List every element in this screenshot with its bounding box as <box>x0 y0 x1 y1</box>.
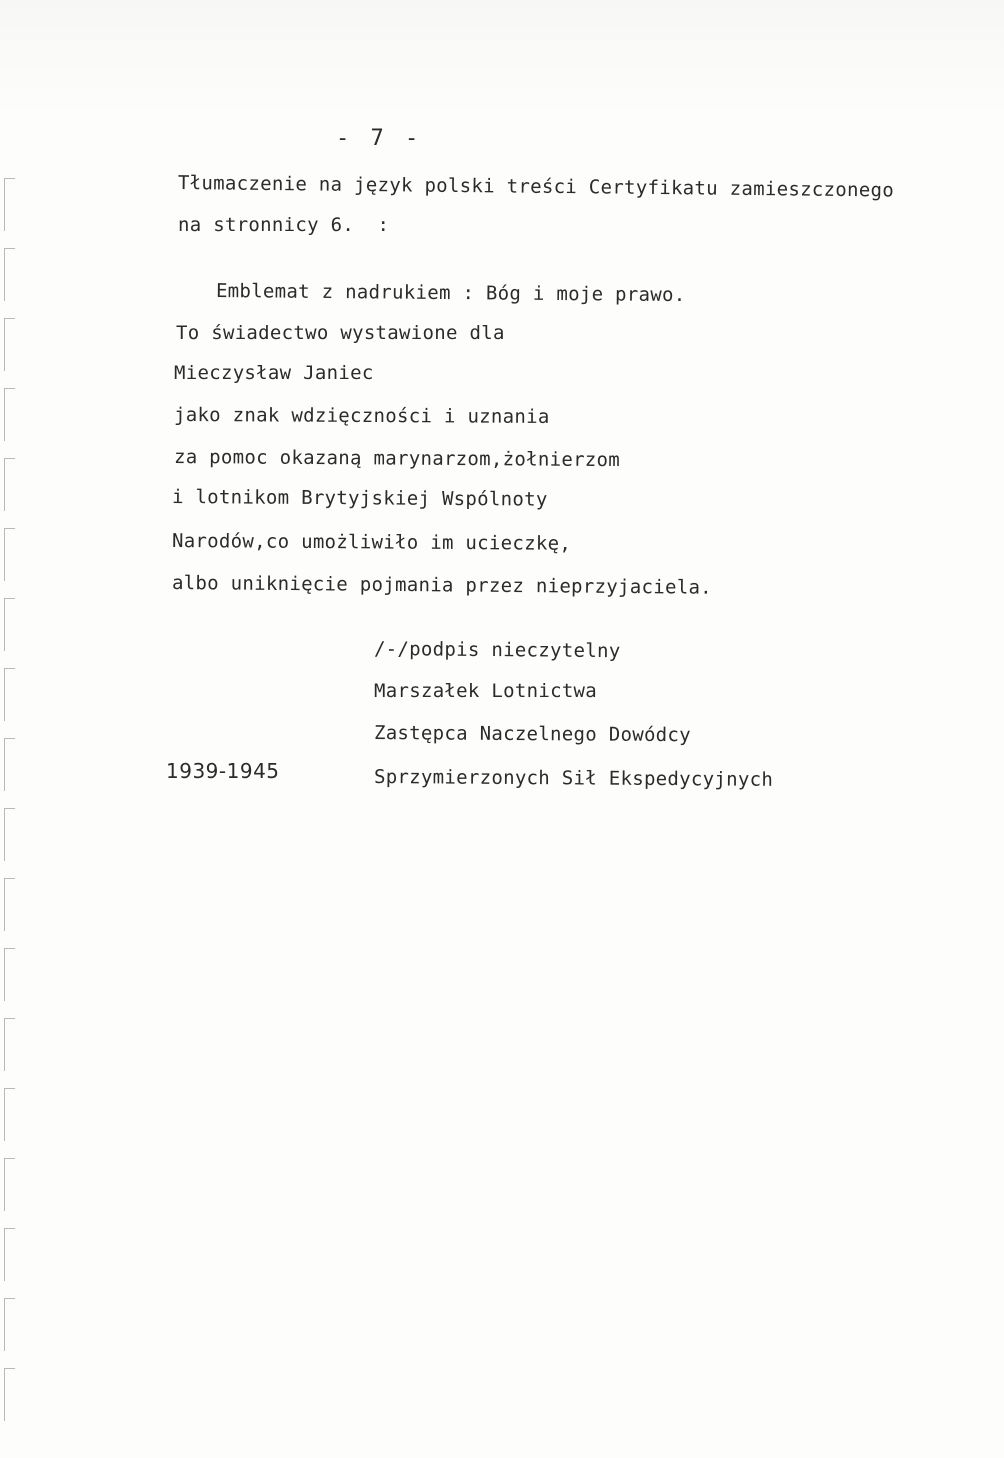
edge-mark <box>4 598 15 651</box>
signature-line-2: Marszałek Lotnictwa <box>374 680 598 702</box>
edge-mark <box>4 878 15 931</box>
edge-mark <box>4 318 15 371</box>
signature-line-4: Sprzymierzonych Sił Ekspedycyjnych <box>373 766 774 791</box>
edge-mark <box>4 948 15 1001</box>
certificate-line-1: Emblemat z nadrukiem : Bóg i moje prawo. <box>215 280 686 307</box>
certificate-line-5: za pomoc okazaną marynarzom,żołnierzom <box>173 446 621 472</box>
edge-mark <box>4 1298 15 1351</box>
edge-mark <box>4 248 15 301</box>
edge-mark <box>4 1228 15 1281</box>
certificate-line-6: i lotnikom Brytyjskiej Wspólnoty <box>171 486 548 511</box>
edge-mark <box>4 808 15 861</box>
intro-line-1: Tłumaczenie na język polski treści Certyfikatu zamieszczonego <box>177 172 895 202</box>
certificate-line-2: To świadectwo wystawione dla <box>176 322 505 344</box>
edge-mark <box>4 738 15 791</box>
intro-line-2: na stronnicy 6. : <box>178 214 390 236</box>
year-range: 1939-1945 <box>166 759 280 783</box>
edge-mark <box>4 1368 15 1421</box>
signature-line-3: Zastępca Naczelnego Dowódcy <box>373 722 692 747</box>
scan-noise <box>0 0 1004 120</box>
edge-mark <box>4 1088 15 1141</box>
certificate-line-3: Mieczysław Janiec <box>174 362 374 384</box>
signature-line-1: /-/podpis nieczytelny <box>373 638 621 663</box>
edge-mark <box>4 668 15 721</box>
edge-mark <box>4 528 15 581</box>
certificate-line-8: albo uniknięcie pojmania przez nieprzyjaciela. <box>171 572 713 599</box>
edge-mark <box>4 388 15 441</box>
edge-mark <box>4 458 15 511</box>
edge-mark <box>4 1018 15 1071</box>
punch-hole-marks <box>0 0 30 1458</box>
edge-mark <box>4 178 15 231</box>
certificate-line-4: jako znak wdzięczności i uznania <box>173 404 550 428</box>
edge-mark <box>4 1158 15 1211</box>
certificate-line-7: Narodów,co umożliwiło im ucieczkę, <box>171 530 572 555</box>
page-number: - 7 - <box>336 126 423 151</box>
